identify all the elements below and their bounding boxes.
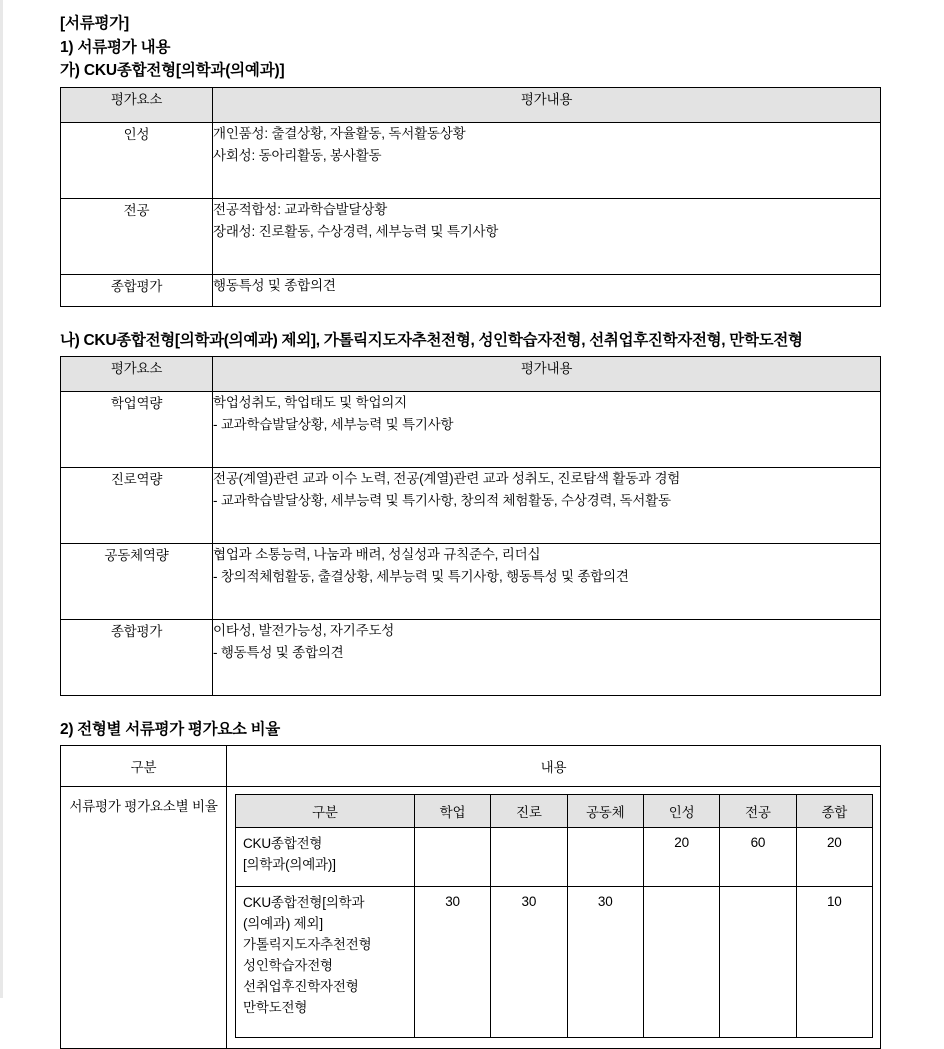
content-line: 학업성취도, 학업태도 및 학업의지	[213, 394, 407, 410]
table-row	[61, 274, 881, 306]
table-b-content-cell	[213, 543, 881, 619]
content-line: - 창의적체험활동, 출결상황, 세부능력 및 특기사항, 행동특성 및 종합의견	[213, 568, 629, 584]
ratio-outer-header-content: 내용	[227, 746, 881, 787]
content-line: - 교과학습발달상황, 세부능력 및 특기사항	[213, 416, 454, 432]
inner-row-name	[236, 887, 415, 1038]
table-a-header-row	[61, 87, 881, 122]
table-row	[236, 828, 873, 887]
table-row	[61, 467, 881, 543]
inner-cell-academic: 30	[414, 887, 490, 1038]
table-b-factor-cell: 종합평가	[61, 619, 213, 695]
inner-header-academic: 학업	[414, 795, 490, 828]
inner-row-name	[236, 828, 415, 887]
inner-cell-career	[491, 828, 567, 887]
content-line: 이타성, 발전가능성, 자기주도성	[213, 622, 395, 638]
table-b-header-row	[61, 356, 881, 391]
inner-header-career: 진로	[491, 795, 567, 828]
ratio-outer-header-division: 구분	[61, 746, 227, 787]
inner-cell-major	[720, 887, 796, 1038]
section-2-heading: 2) 전형별 서류평가 평가요소 비율	[60, 720, 280, 738]
evaluation-table-b	[60, 356, 881, 696]
inner-header-community: 공동체	[567, 795, 643, 828]
ratio-row-label: 서류평가 평가요소별 비율	[61, 787, 227, 1049]
inner-header-major: 전공	[720, 795, 796, 828]
table-row	[61, 198, 881, 274]
table-a-content-cell	[213, 198, 881, 274]
table-b-factor-cell: 학업역량	[61, 391, 213, 467]
section-1-heading: 1) 서류평가 내용	[60, 38, 171, 56]
document-body	[60, 12, 882, 1049]
table-a-content-cell	[213, 122, 881, 198]
inner-cell-career: 30	[491, 887, 567, 1038]
table-b-factor-cell: 공동체역량	[61, 543, 213, 619]
ratio-inner-table	[235, 794, 873, 1038]
ratio-outer-header-row	[61, 746, 881, 787]
table-a-header-content: 평가내용	[213, 87, 881, 122]
inner-cell-character	[643, 887, 719, 1038]
table-row	[236, 887, 873, 1038]
inner-cell-academic	[414, 828, 490, 887]
table-a-factor-cell: 전공	[61, 198, 213, 274]
table-row	[61, 391, 881, 467]
content-line: - 행동특성 및 종합의견	[213, 644, 344, 660]
name-line: (의예과) 제외]	[243, 916, 323, 932]
ratio-inner-table-cell	[227, 787, 881, 1049]
name-line: 성인학습자전형	[243, 957, 333, 973]
content-line: 장래성: 진로활동, 수상경력, 세부능력 및 특기사항	[213, 223, 499, 239]
inner-cell-overall: 20	[796, 828, 872, 887]
table-b-header-factor: 평가요소	[61, 356, 213, 391]
inner-header-overall: 종합	[796, 795, 872, 828]
table-row	[61, 122, 881, 198]
content-line: 행동특성 및 종합의견	[213, 277, 336, 293]
table-row	[61, 787, 881, 1049]
name-line: 만학도전형	[243, 999, 308, 1015]
name-line: CKU종합전형	[243, 836, 323, 852]
table-b-content-cell	[213, 391, 881, 467]
table-row	[61, 543, 881, 619]
table-b-factor-cell: 진로역량	[61, 467, 213, 543]
table-row	[61, 619, 881, 695]
inner-header-character: 인성	[643, 795, 719, 828]
table-b-content-cell	[213, 619, 881, 695]
evaluation-table-a	[60, 87, 881, 307]
table-a-factor-cell: 종합평가	[61, 274, 213, 306]
ratio-outer-table	[60, 745, 881, 1049]
name-line: 가톨릭지도자추천전형	[243, 936, 372, 952]
content-line: 전공(계열)관련 교과 이수 노력, 전공(계열)관련 교과 성취도, 진로탐색 활동과 경험	[213, 470, 681, 486]
document-title: [서류평가]	[60, 15, 130, 32]
ratio-inner-header-row	[236, 795, 873, 828]
inner-cell-overall: 10	[796, 887, 872, 1038]
table-a-factor-cell: 인성	[61, 122, 213, 198]
inner-cell-community: 30	[567, 887, 643, 1038]
table-a-header-factor: 평가요소	[61, 87, 213, 122]
inner-header-division: 구분	[236, 795, 415, 828]
document-heading-group	[60, 12, 882, 83]
table-b-content-cell	[213, 467, 881, 543]
content-line: 협업과 소통능력, 나눔과 배려, 성실성과 규칙준수, 리더십	[213, 546, 541, 562]
section-1b-heading: 나) CKU종합전형[의학과(의예과) 제외], 가톨릭지도자추천전형, 성인학습자전형, 선취업후진학자전형, 만학도전형	[60, 331, 803, 349]
inner-cell-community	[567, 828, 643, 887]
section-1a-heading: 가) CKU종합전형[의학과(의예과)]	[60, 62, 285, 80]
name-line: 선취업후진학자전형	[243, 978, 359, 994]
name-line: CKU종합전형[의학과	[243, 895, 365, 911]
name-line: [의학과(의예과)]	[243, 857, 336, 873]
content-line: 전공적합성: 교과학습발달상황	[213, 201, 388, 217]
inner-cell-major: 60	[720, 828, 796, 887]
content-line: 사회성: 동아리활동, 봉사활동	[213, 147, 382, 163]
content-line: - 교과학습발달상황, 세부능력 및 특기사항, 창의적 체험활동, 수상경력, 독서활동	[213, 492, 671, 508]
table-a-content-cell	[213, 274, 881, 306]
table-b-header-content: 평가내용	[213, 356, 881, 391]
inner-cell-character: 20	[643, 828, 719, 887]
content-line: 개인품성: 출결상황, 자율활동, 독서활동상황	[213, 125, 466, 141]
